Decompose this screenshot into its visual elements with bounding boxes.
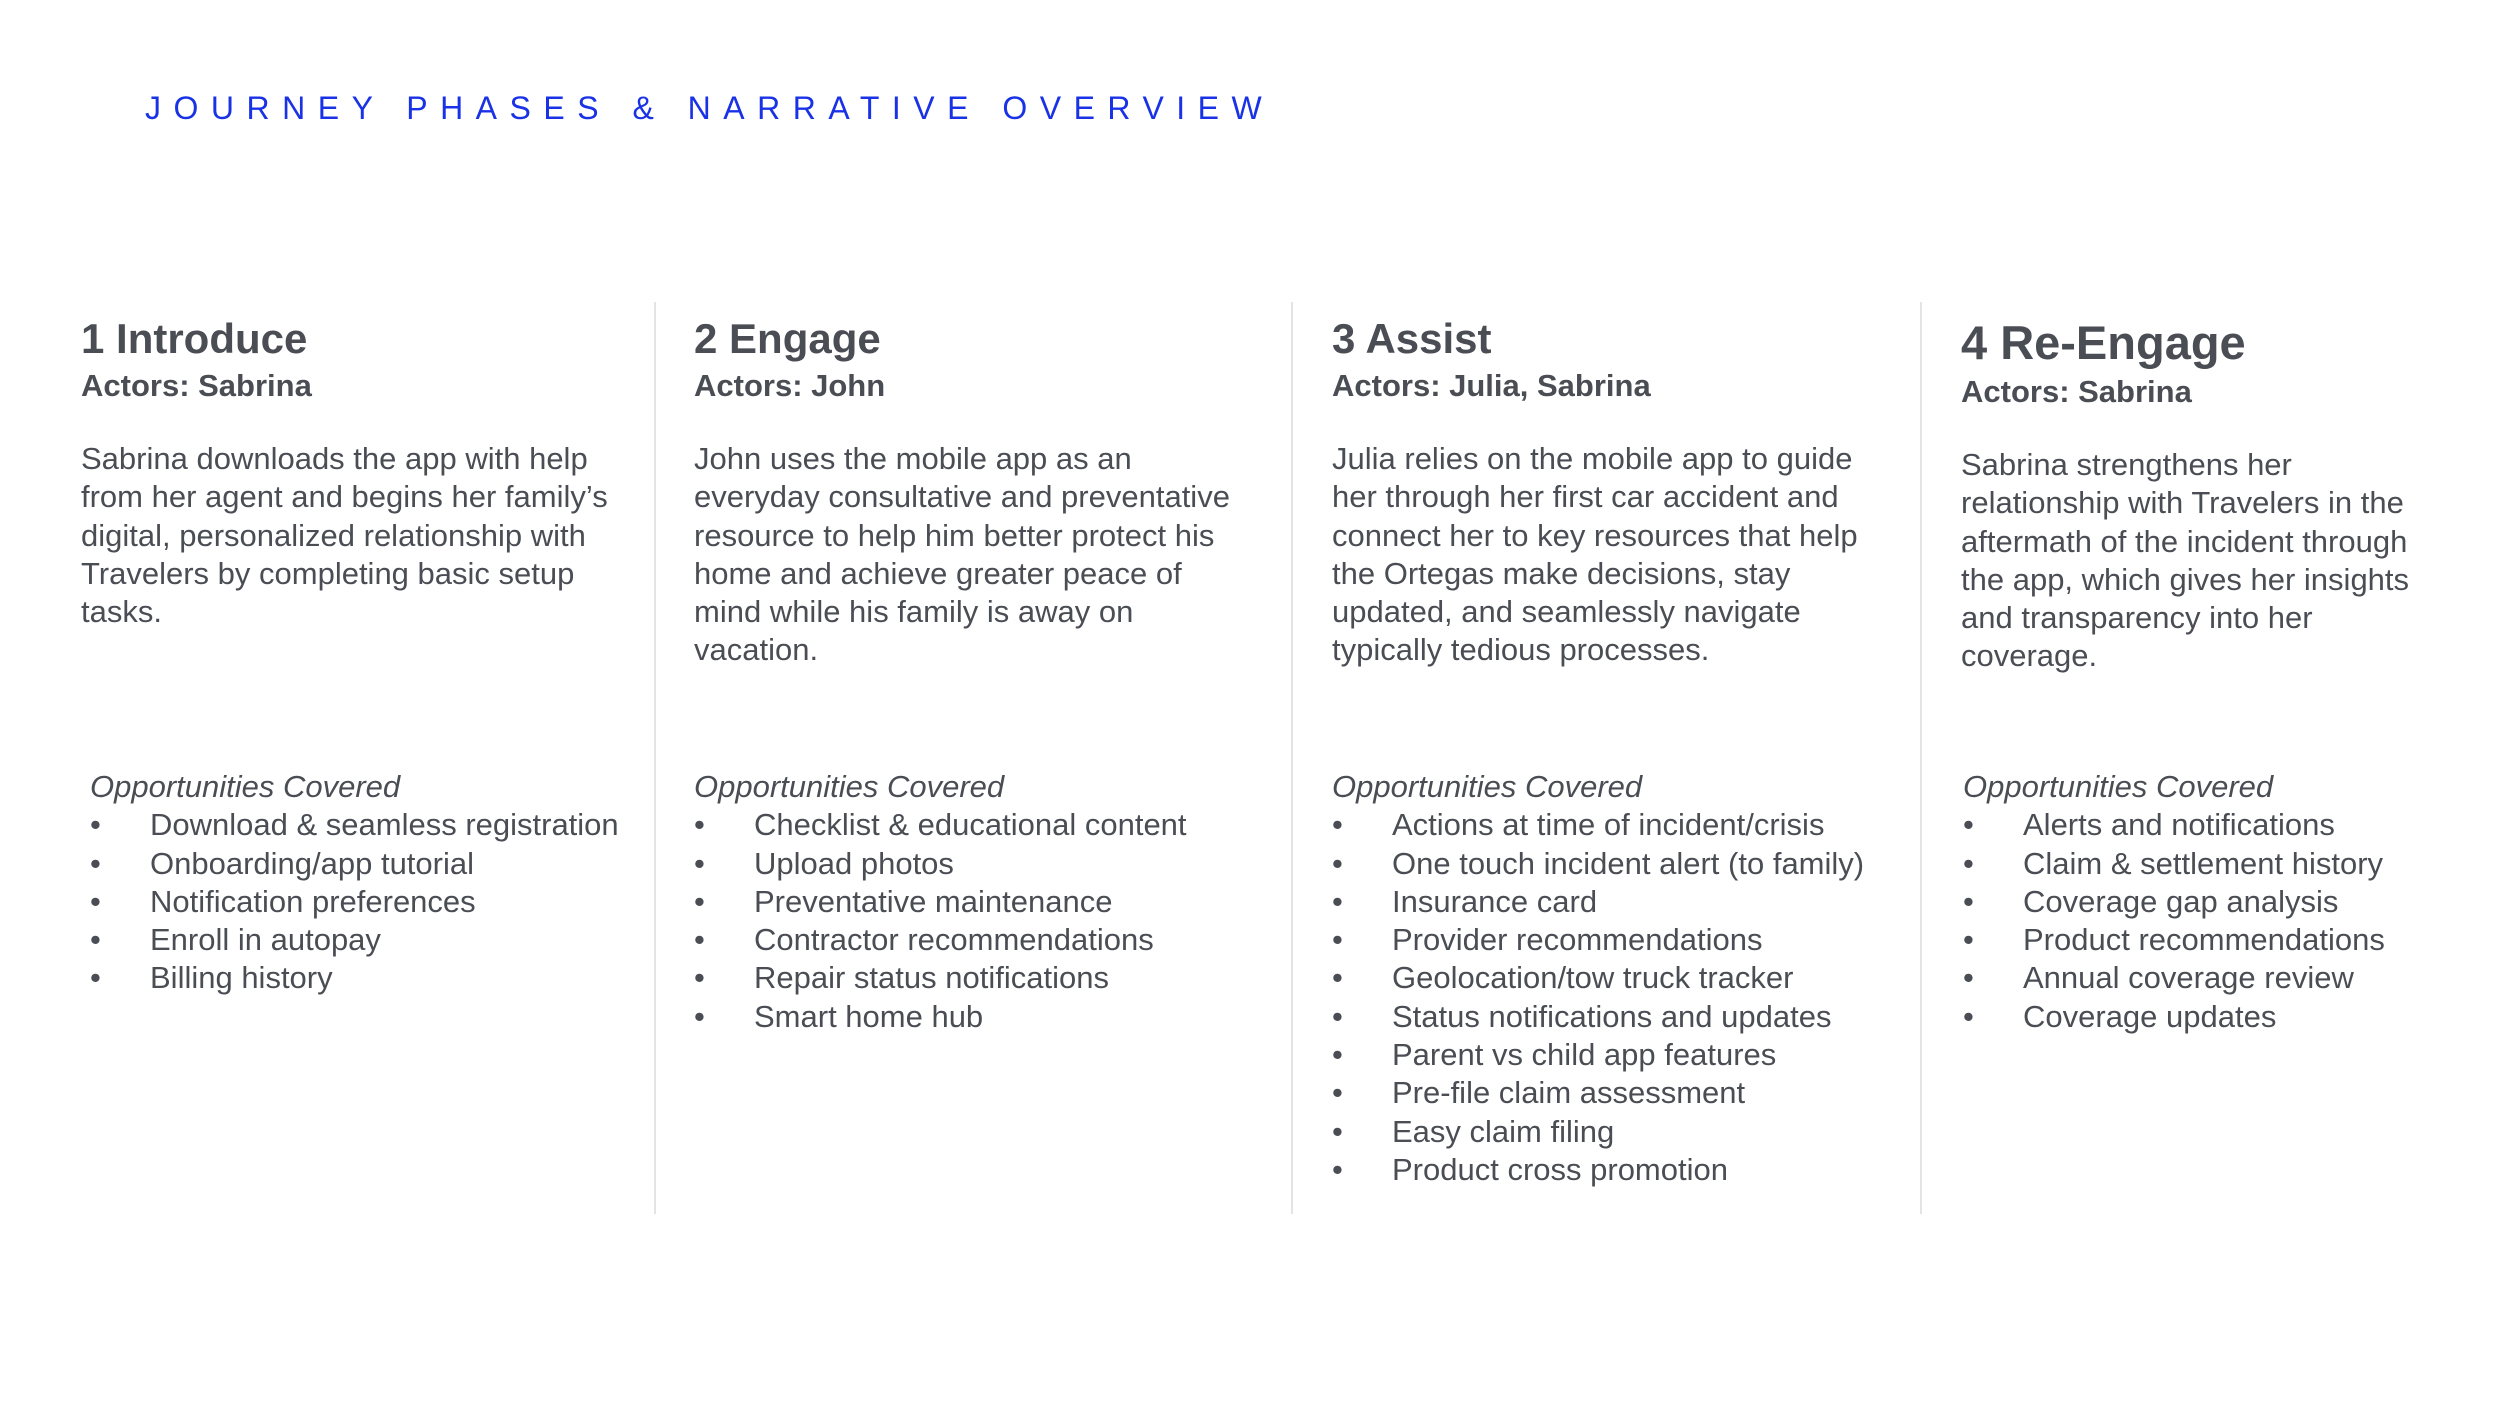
opportunities-label: Opportunities Covered [694,769,1005,804]
list-item [1963,998,2448,1036]
phase-description: Sabrina downloads the app with help from her agent and begins her family’s digital, personalized relationship with Travelers by completing basic setup tasks. [81,441,608,630]
list-item [1332,883,1892,921]
list-item [1963,806,2448,844]
list-item [90,921,650,959]
list-item [694,921,1254,959]
bullet: • [1332,960,1343,996]
list-item [1332,998,1892,1036]
list-item [1332,921,1892,959]
list-item-text: Coverage gap analysis [2023,883,2339,919]
list-item [1332,1074,1892,1112]
opportunities-label: Opportunities Covered [90,769,401,804]
bullet: • [1332,1151,1343,1187]
bullet: • [1332,1113,1343,1149]
list-item-text: Onboarding/app tutorial [150,845,475,881]
bullet: • [1963,960,1974,996]
list-item-text: Product recommendations [2023,922,2385,958]
bullet: • [90,845,101,881]
bullet: • [694,998,705,1034]
list-item [694,845,1254,883]
opportunities-list [90,806,650,997]
bullet: • [694,845,705,881]
phase-actors: Actors: John [694,368,886,403]
column-divider [654,302,656,1214]
opportunities-list [1963,806,2448,1036]
phase-actors: Actors: Sabrina [1961,374,2192,409]
opportunities-label: Opportunities Covered [1332,769,1643,804]
list-item-text: Actions at time of incident/crisis [1392,807,1825,843]
bullet: • [1963,845,1974,881]
column-divider [1920,302,1922,1214]
list-item [1963,883,2448,921]
opportunities-section [1963,768,2448,1036]
list-item-text: Claim & settlement history [2023,845,2384,881]
list-item-text: Billing history [150,960,333,996]
bullet: • [1332,1037,1343,1073]
bullet: • [90,807,101,843]
list-item [90,845,650,883]
list-item-text: Notification preferences [150,883,476,919]
list-item [694,883,1254,921]
bullet: • [1332,807,1343,843]
bullet: • [1332,922,1343,958]
list-item [1963,921,2448,959]
bullet: • [1332,998,1343,1034]
list-item [1332,806,1892,844]
list-item-text: Geolocation/tow truck tracker [1392,960,1794,996]
bullet: • [1963,998,1974,1034]
list-item-text: Preventative maintenance [754,883,1113,919]
list-item [1963,845,2448,883]
list-item [1332,845,1892,883]
opportunities-section [90,768,650,998]
list-item [1332,959,1892,997]
list-item-text: Contractor recommendations [754,922,1154,958]
list-item-text: Download & seamless registration [150,807,619,843]
phase-title: 2 Engage [694,315,881,362]
list-item [90,959,650,997]
list-item-text: Insurance card [1392,883,1598,919]
list-item-text: Coverage updates [2023,998,2277,1034]
opportunities-list [694,806,1254,1036]
list-item-text: Smart home hub [754,998,984,1034]
phase-description: John uses the mobile app as an everyday consultative and preventative resource to help him better protect his home and achieve greater peace of mind while his family is away on vacation. [694,441,1230,668]
phase-title: 3 Assist [1332,315,1492,362]
bullet: • [90,883,101,919]
list-item [694,806,1254,844]
phase-title: 1 Introduce [81,315,308,362]
bullet: • [694,922,705,958]
list-item-text: Repair status notifications [754,960,1109,996]
list-item [1332,1113,1892,1151]
list-item-text: Status notifications and updates [1392,998,1832,1034]
bullet: • [1332,883,1343,919]
list-item-text: Upload photos [754,845,954,881]
phase-description: Sabrina strengthens her relationship with Travelers in the aftermath of the incident through the app, which gives her insights and transparency into her coverage. [1961,447,2410,674]
list-item-text: Product cross promotion [1392,1151,1728,1187]
bullet: • [694,807,705,843]
page-title: JOURNEY PHASES & NARRATIVE OVERVIEW [145,90,1275,126]
list-item [694,998,1254,1036]
bullet: • [694,960,705,996]
phase-actors: Actors: Sabrina [81,368,312,403]
list-item-text: Checklist & educational content [754,807,1187,843]
list-item [1963,959,2448,997]
list-item-text: Parent vs child app features [1392,1037,1777,1073]
bullet: • [90,922,101,958]
list-item [694,959,1254,997]
bullet: • [90,960,101,996]
column-divider [1291,302,1293,1214]
list-item-text: Provider recommendations [1392,922,1763,958]
list-item-text: Annual coverage review [2023,960,2354,996]
bullet: • [1332,1075,1343,1111]
opportunities-section [694,768,1254,1036]
list-item-text: Enroll in autopay [150,922,381,958]
opportunities-section [1332,768,1892,1189]
list-item [90,883,650,921]
phase-description: Julia relies on the mobile app to guide her through her first car accident and connect her to key resources that help the Ortegas make decisions, stay updated, and seamlessly navigate typically tedious processes. [1332,441,1858,668]
list-item [1332,1036,1892,1074]
bullet: • [1963,922,1974,958]
list-item [1332,1151,1892,1189]
list-item-text: Easy claim filing [1392,1113,1615,1149]
opportunities-list [1332,806,1892,1189]
list-item [90,806,650,844]
list-item-text: Pre-file claim assessment [1392,1075,1746,1111]
bullet: • [694,883,705,919]
bullet: • [1963,883,1974,919]
list-item-text: One touch incident alert (to family) [1392,845,1865,881]
bullet: • [1332,845,1343,881]
phase-actors: Actors: Julia, Sabrina [1332,368,1651,403]
list-item-text: Alerts and notifications [2023,807,2335,843]
phase-title: 4 Re-Engage [1961,316,2246,369]
bullet: • [1963,807,1974,843]
opportunities-label: Opportunities Covered [1963,769,2274,804]
